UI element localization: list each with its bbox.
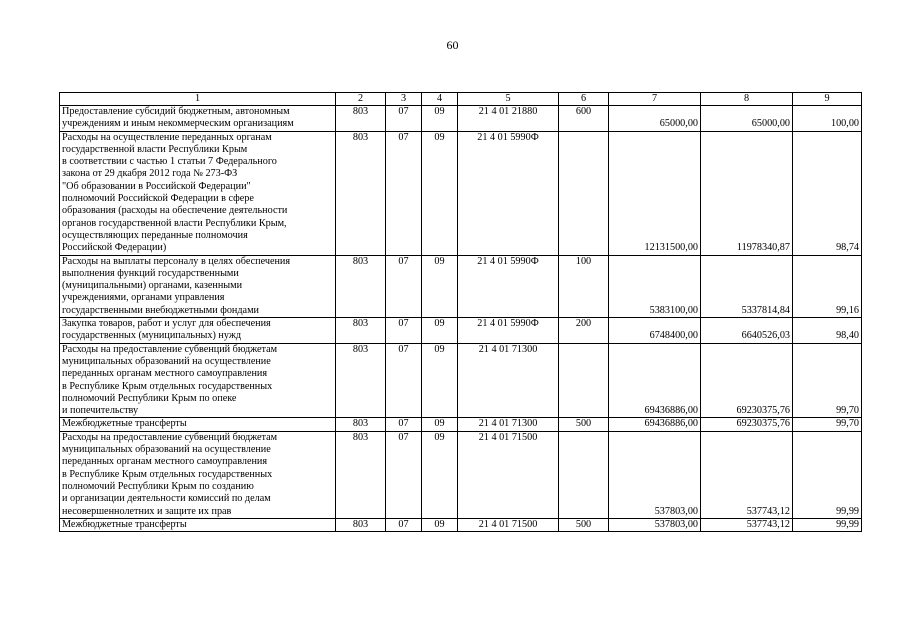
description-line: и организации деятельности комиссий по делам [62,493,271,505]
description-line: государственными внебюджетными фондами [62,304,259,316]
cell-section: 07 [386,255,422,317]
cell-subsection: 09 [422,106,458,132]
cell-executed: 537743,12 [701,431,793,518]
cell-expense-type: 500 [559,418,609,431]
cell-executed: 5337814,84 [701,255,793,317]
description-line: в Республике Крым отдельных государственных [62,468,273,480]
cell-expense-type: 200 [559,318,609,344]
description-line: осуществляющих переданные полномочия [62,229,248,241]
description-line: в Республике Крым отдельных государственных [62,380,273,392]
cell-target-article: 21 4 01 5990Ф [458,131,559,255]
cell-subsection: 09 [422,131,458,255]
cell-target-article: 21 4 01 21880 [458,106,559,132]
cell-admin-code: 803 [336,255,386,317]
cell-expense-type: 100 [559,255,609,317]
description-line: Расходы на предоставление субвенций бюджетам [62,431,278,443]
cell-target-article: 21 4 01 5990Ф [458,255,559,317]
cell-admin-code: 803 [336,318,386,344]
header-row [60,93,862,106]
description-line: муниципальных образований на осуществление [62,355,271,367]
page-number: 60 [446,38,459,52]
cell-admin-code: 803 [336,431,386,518]
description-line: в соответствии с частью 1 статьи 7 Федерального [62,156,277,168]
cell-description [60,518,336,531]
budget-table [59,92,862,532]
description-line: закона от 29 дкабря 2012 года № 273-ФЗ [62,168,238,180]
cell-expense-type [559,131,609,255]
description-line: учреждениями, органами управления [62,292,225,304]
cell-section: 07 [386,518,422,531]
description-line: государственной власти Республики Крым [62,143,248,155]
description-line: Закупка товаров, работ и услуг для обеспечения [62,318,271,330]
description-line: Расходы на осуществление переданных органам [62,131,272,143]
cell-section: 07 [386,106,422,132]
header-cell-8: 8 [701,93,793,106]
cell-description [60,343,336,418]
cell-percent: 98,40 [793,318,862,344]
cell-description [60,106,336,132]
cell-planned: 69436886,00 [609,418,701,431]
cell-target-article: 21 4 01 71500 [458,518,559,531]
description-line: Российской Федерации) [62,242,167,254]
cell-percent: 98,74 [793,131,862,255]
description-line: полномочий Российской Федерации в сфере [62,193,254,205]
description-line: Расходы на предоставление субвенций бюджетам [62,343,278,355]
table-row [60,343,862,418]
cell-target-article: 21 4 01 71300 [458,343,559,418]
description-line: Предоставление субсидий бюджетным, автономным [62,106,290,117]
cell-executed: 6640526,03 [701,318,793,344]
table-row [60,131,862,255]
cell-description [60,131,336,255]
cell-expense-type [559,343,609,418]
cell-section: 07 [386,431,422,518]
cell-admin-code: 803 [336,343,386,418]
cell-section: 07 [386,131,422,255]
header-cell-6: 6 [559,93,609,106]
cell-planned: 537803,00 [609,431,701,518]
cell-executed: 69230375,76 [701,343,793,418]
cell-target-article: 21 4 01 5990Ф [458,318,559,344]
cell-executed: 65000,00 [701,106,793,132]
description-line: переданных органам местного самоуправления [62,368,268,380]
header-cell-3: 3 [386,93,422,106]
cell-admin-code: 803 [336,518,386,531]
cell-target-article: 21 4 01 71500 [458,431,559,518]
description-line: переданных органам местного самоуправления [62,456,268,468]
cell-planned: 5383100,00 [609,255,701,317]
cell-expense-type [559,431,609,518]
cell-admin-code: 803 [336,106,386,132]
cell-admin-code: 803 [336,131,386,255]
description-line: органов государственной власти Республики Крым, [62,217,287,229]
cell-description [60,431,336,518]
cell-subsection: 09 [422,255,458,317]
description-line: несовершеннолетних и защите их прав [62,505,232,517]
cell-description [60,255,336,317]
description-line: муниципальных образований на осуществление [62,444,271,456]
cell-subsection: 09 [422,318,458,344]
cell-percent: 99,16 [793,255,862,317]
cell-section: 07 [386,318,422,344]
table-row [60,255,862,317]
cell-executed: 11978340,87 [701,131,793,255]
header-cell-4: 4 [422,93,458,106]
cell-percent: 99,70 [793,418,862,431]
cell-planned: 6748400,00 [609,318,701,344]
header-cell-1: 1 [60,93,336,106]
cell-section: 07 [386,343,422,418]
description-line: Межбюджетные трансферты [62,418,187,430]
cell-admin-code: 803 [336,418,386,431]
description-line: "Об образовании в Российской Федерации" [62,180,251,192]
table-row [60,518,862,531]
header-cell-5: 5 [458,93,559,106]
cell-section: 07 [386,418,422,431]
cell-percent: 100,00 [793,106,862,132]
cell-planned: 537803,00 [609,518,701,531]
header-cell-2: 2 [336,93,386,106]
cell-percent: 99,99 [793,431,862,518]
table-row [60,431,862,518]
description-line: и попечительству [62,405,139,417]
description-line: учреждениям и иным некоммерческим организациям [62,118,294,130]
description-line: образования (расходы на обеспечение деятельности [62,205,288,217]
table-row [60,106,862,132]
header-cell-9: 9 [793,93,862,106]
cell-subsection: 09 [422,343,458,418]
description-line: государственных (муниципальных) нужд [62,330,242,342]
description-line: полномочий Республики Крым по созданию [62,480,254,492]
table-body [60,93,862,532]
cell-executed: 69230375,76 [701,418,793,431]
cell-percent: 99,99 [793,518,862,531]
description-line: выполнения функций государственными [62,267,239,279]
cell-planned: 65000,00 [609,106,701,132]
table-row [60,418,862,431]
cell-description [60,318,336,344]
description-line: Межбюджетные трансферты [62,518,187,530]
cell-planned: 69436886,00 [609,343,701,418]
header-cell-7: 7 [609,93,701,106]
description-line: (муниципальными) органами, казенными [62,280,243,292]
cell-subsection: 09 [422,518,458,531]
cell-description [60,418,336,431]
cell-expense-type: 500 [559,518,609,531]
cell-subsection: 09 [422,431,458,518]
cell-planned: 12131500,00 [609,131,701,255]
cell-expense-type: 600 [559,106,609,132]
table-row [60,318,862,344]
cell-executed: 537743,12 [701,518,793,531]
cell-percent: 99,70 [793,343,862,418]
description-line: полномочий Республики Крым по опеке [62,392,237,404]
description-line: Расходы на выплаты персоналу в целях обеспечения [62,255,291,267]
cell-target-article: 21 4 01 71300 [458,418,559,431]
cell-subsection: 09 [422,418,458,431]
